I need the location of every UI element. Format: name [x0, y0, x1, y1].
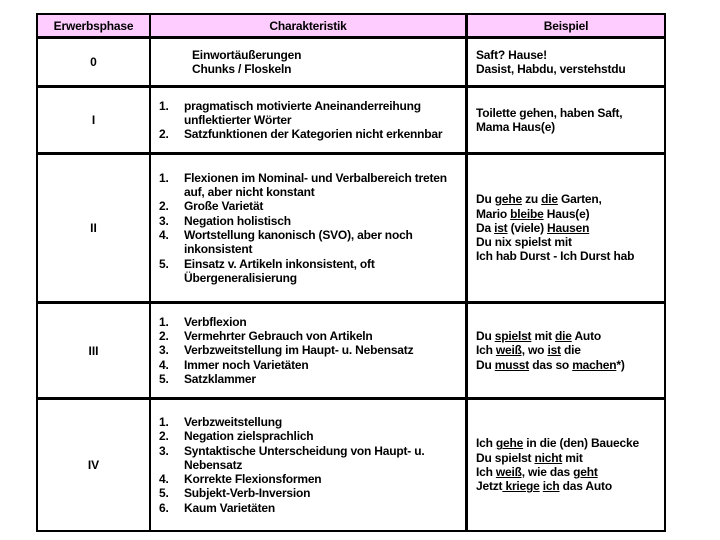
text-segment: Ich hab Durst - Ich Durst hab: [476, 249, 635, 264]
example-line: [476, 249, 664, 263]
text-segment: wie das: [524, 465, 574, 479]
item-text: Verbzweitstellung im Haupt- u. Nebensatz: [184, 343, 414, 358]
phase-label: II: [38, 155, 151, 301]
text-segment: Saft? Hause!: [476, 47, 547, 62]
item-text: Korrekte Flexionsformen: [184, 472, 322, 487]
item-text: Wortstellung kanonisch (SVO), aber noch inkonsistent: [184, 228, 413, 257]
text-segment: Du nix spielst mit: [476, 235, 572, 250]
characteristic-item: [159, 486, 461, 500]
text-segment: Ich: [476, 343, 496, 358]
underlined-segment: gehe: [494, 192, 522, 207]
underlined-segment: ist: [494, 220, 508, 235]
item-number: 4.: [159, 228, 169, 242]
item-number: 1.: [159, 98, 169, 113]
example-line: [476, 358, 664, 372]
item-number: 2.: [159, 329, 169, 344]
item-text: Immer noch Varietäten: [184, 357, 309, 372]
item-number: 3.: [159, 343, 169, 358]
text-segment: Mama Haus(e): [476, 120, 555, 134]
underlined-segment: spielst: [494, 329, 532, 344]
phase-label: I: [38, 88, 151, 152]
text-segment: Auto: [571, 329, 601, 344]
example-line: [476, 465, 664, 479]
table-row-phase-4: [38, 400, 664, 530]
characteristic-item: [159, 99, 461, 128]
text-segment: das so: [529, 357, 573, 372]
acquisition-phases-table: [36, 13, 666, 532]
item-number: 2.: [159, 127, 169, 142]
underlined-segment: weiß,: [495, 465, 525, 479]
example-line: [476, 451, 664, 465]
characteristic-item: [159, 257, 461, 286]
underlined-segment: ich: [542, 479, 560, 494]
text-segment: die: [560, 343, 581, 358]
text-segment: Dasist, Habdu, verstehstdu: [476, 62, 626, 76]
example-line: [476, 207, 664, 221]
example-cell: [468, 155, 664, 301]
text-segment: Haus(e): [543, 206, 590, 221]
item-number: 1.: [159, 170, 169, 185]
text-segment: Ich: [476, 465, 496, 479]
characteristics-list: [159, 171, 461, 285]
characteristics-cell: [151, 39, 468, 85]
item-number: 1.: [159, 314, 169, 329]
characteristic-item: [159, 171, 461, 200]
characteristic-item: [159, 472, 461, 486]
text-segment: Du: [476, 329, 495, 344]
item-text: Subjekt-Verb-Inversion: [184, 486, 311, 501]
item-number: 6.: [159, 500, 169, 515]
item-text: Satzklammer: [184, 371, 256, 386]
text-segment: *): [616, 357, 625, 372]
characteristic-text: Einwortäußerungen: [192, 47, 302, 62]
item-text: Negation holistisch: [184, 213, 291, 228]
table-row-phase-3: [38, 304, 664, 400]
underlined-segment: machen: [572, 357, 617, 372]
phase-label: 0: [38, 39, 151, 85]
text-segment: wo: [524, 343, 548, 358]
underlined-segment: gehe: [495, 436, 524, 451]
example-line: [476, 62, 664, 76]
underlined-segment: die: [541, 192, 558, 207]
characteristic-item: [159, 127, 461, 141]
header-beispiel: Beispiel: [543, 18, 589, 33]
example-line: [476, 235, 664, 249]
item-text: Flexionen im Nominal- und Verbalbereich treten auf, aber nicht konstant: [184, 170, 447, 200]
item-number: 5.: [159, 371, 169, 386]
text-segment: zu: [521, 192, 542, 207]
characteristic-item: [159, 358, 461, 372]
text-segment: Jetzt: [476, 479, 503, 494]
item-text: Einsatz v. Artikeln inkonsistent, oft Übergeneralisierung: [184, 256, 375, 285]
table-row-phase-0: [38, 39, 664, 88]
characteristic-item: [159, 429, 461, 443]
text-segment: Du: [476, 357, 495, 372]
item-text: pragmatisch motivierte Aneinanderreihung unflektierter Wörter: [184, 98, 421, 127]
underlined-segment: die: [555, 329, 572, 344]
header-charakteristik: Charakteristik: [151, 15, 468, 36]
characteristics-cell: [151, 88, 468, 152]
phase-label: III: [38, 304, 151, 397]
characteristics-list: [159, 99, 461, 142]
text-segment: das Auto: [559, 479, 612, 494]
underlined-segment: Hausen: [547, 220, 590, 235]
phase-label: IV: [38, 400, 151, 530]
item-number: 5.: [159, 256, 169, 271]
item-number: 2.: [159, 199, 169, 214]
underlined-segment: weiß,: [495, 343, 525, 358]
item-number: 4.: [159, 357, 169, 372]
characteristic-item: [159, 228, 461, 257]
example-cell: [468, 88, 664, 152]
underlined-segment: ist: [547, 343, 561, 358]
underlined-segment: nicht: [534, 450, 563, 465]
item-number: 1.: [159, 414, 169, 429]
characteristic-item: [159, 501, 461, 515]
underlined-segment: musst: [494, 357, 530, 372]
item-number: 4.: [159, 472, 169, 487]
text-segment: Du: [476, 192, 495, 207]
text-segment: Ich: [476, 436, 496, 451]
characteristic-item: [159, 214, 461, 228]
item-number: 3.: [159, 213, 169, 228]
table-row-phase-2: [38, 155, 664, 304]
example-line: [476, 221, 664, 235]
item-text: Verbzweitstellung: [184, 414, 282, 429]
underlined-segment: kriege: [502, 479, 540, 494]
example-cell: [468, 400, 664, 530]
example-line: [476, 120, 664, 134]
example-line: [476, 329, 664, 343]
text-segment: (viele): [507, 220, 548, 235]
text-segment: mit: [531, 329, 556, 344]
example-line: [476, 192, 664, 206]
characteristics-cell: [151, 400, 468, 530]
item-text: Große Varietät: [184, 199, 264, 214]
characteristics-cell: [151, 155, 468, 301]
characteristic-text: Chunks / Floskeln: [192, 62, 292, 76]
characteristics-list: [159, 415, 461, 515]
characteristic-item: [159, 329, 461, 343]
text-segment: Mario: [476, 206, 511, 221]
example-cell: [468, 304, 664, 397]
text-segment: in die (den) Bauecke: [523, 436, 639, 451]
header-erwerbsphase: Erwerbsphase: [38, 15, 151, 36]
characteristics-cell: [151, 304, 468, 397]
text-segment: mit: [562, 450, 583, 465]
characteristic-item: [159, 199, 461, 213]
characteristics-list: [159, 315, 461, 386]
table-row-phase-1: [38, 88, 664, 155]
example-line: [476, 479, 664, 493]
example-line: [476, 436, 664, 450]
underlined-segment: bleibe: [510, 206, 544, 221]
characteristic-item: [159, 444, 461, 473]
item-text: Syntaktische Unterscheidung von Haupt- u. Nebensatz: [184, 443, 425, 472]
text-segment: Da: [476, 220, 495, 235]
characteristic-item: [159, 415, 461, 429]
item-number: 2.: [159, 429, 169, 444]
characteristic-item: [159, 315, 461, 329]
text-segment: Du spielst: [476, 450, 535, 465]
example-line: [476, 343, 664, 357]
underlined-segment: geht: [573, 465, 598, 479]
table-header-row: [38, 15, 664, 39]
item-text: Satzfunktionen der Kategorien nicht erkennbar: [184, 127, 443, 142]
item-number: 5.: [159, 486, 169, 501]
item-text: Vermehrter Gebrauch von Artikeln: [184, 329, 373, 344]
characteristic-item: [159, 343, 461, 357]
item-text: Negation zielsprachlich: [184, 429, 314, 444]
example-cell: [468, 39, 664, 85]
example-line: [476, 48, 664, 62]
example-line: [476, 106, 664, 120]
item-text: Kaum Varietäten: [184, 500, 276, 515]
characteristic-item: [159, 372, 461, 386]
item-text: Verbflexion: [184, 314, 247, 329]
text-segment: Garten,: [557, 192, 602, 207]
text-segment: Toilette gehen, haben Saft,: [476, 105, 623, 120]
item-number: 3.: [159, 443, 169, 458]
